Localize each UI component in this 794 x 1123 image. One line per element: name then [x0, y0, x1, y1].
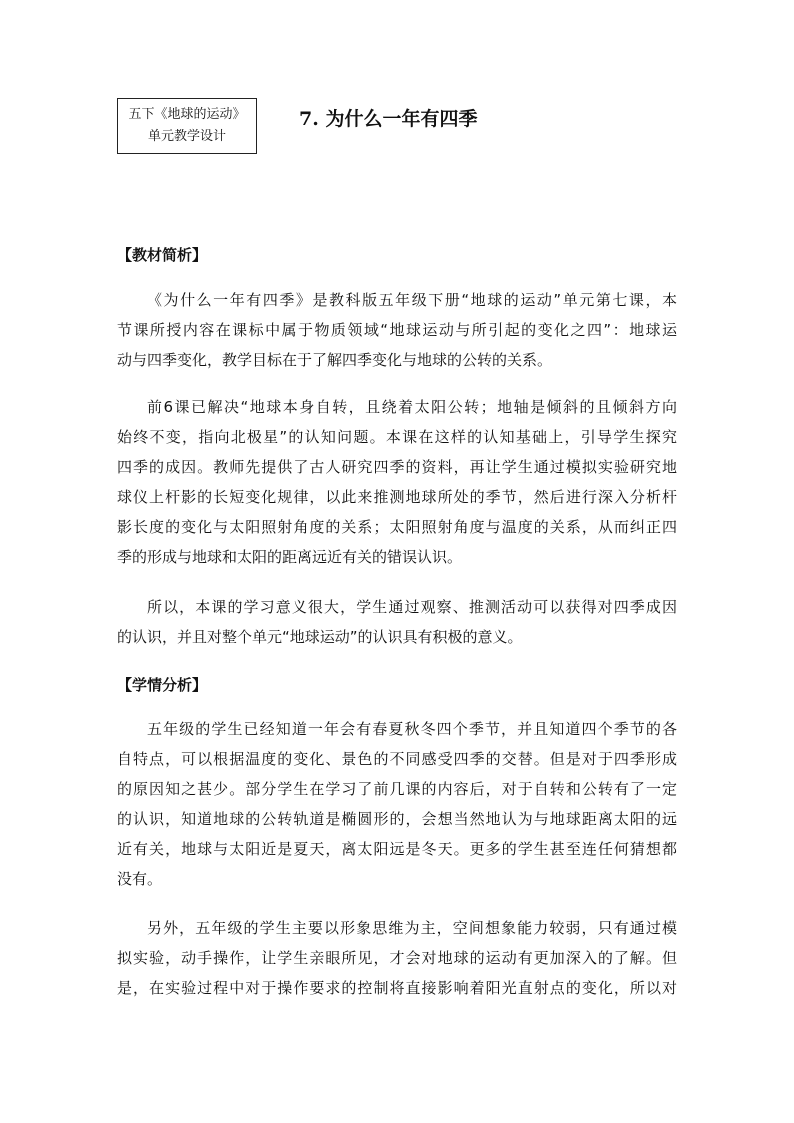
paragraph-line: 的原因知之甚少。部分学生在学习了前几课的内容后，对于自转和公转有了一定 [117, 780, 677, 798]
paragraph [117, 913, 677, 1003]
paragraph-line: 前6课已解决“地球本身自转，且绕着太阳公转；地轴是倾斜的且倾斜方向 [147, 398, 677, 416]
unit-label-line2: 单元教学设计 [147, 129, 226, 144]
paragraph-line: 始终不变，指向北极星”的认知问题。本课在这样的认知基础上，引导学生探究 [117, 428, 677, 446]
paragraph-line: 节课所授内容在课标中属于物质领域“地球运动与所引起的变化之四”：地球运 [117, 321, 677, 339]
paragraph-line: 近有关，地球与太阳近是夏天，离太阳远是冬天。更多的学生甚至连任何猜想都 [117, 840, 677, 858]
paragraph-line: 五年级的学生已经知道一年会有春夏秋冬四个季节，并且知道四个季节的各 [147, 720, 677, 738]
section-heading-textbook-analysis: 【教材简析】 [117, 246, 208, 264]
paragraph [117, 285, 677, 375]
paragraph-line: 球仪上杆影的长短变化规律，以此来推测地球所处的季节，然后进行深入分析杆 [117, 488, 677, 506]
paragraph-line: 《为什么一年有四季》是教科版五年级下册“地球的运动”单元第七课，本 [147, 291, 677, 309]
paragraph [117, 592, 677, 652]
paragraph-line: 没有。 [117, 870, 163, 888]
unit-label-box [117, 98, 257, 154]
paragraph-line: 另外，五年级的学生主要以形象思维为主，空间想象能力较弱，只有通过模 [147, 919, 677, 937]
paragraph-line: 的认识，并且对整个单元“地球运动”的认识具有积极的意义。 [117, 628, 523, 646]
unit-label-line1: 五下《地球的运动》 [128, 107, 246, 122]
paragraph-line: 的认识，知道地球的公转轨道是椭圆形的，会想当然地认为与地球距离太阳的远 [117, 810, 677, 828]
paragraph-line: 四季的成因。教师先提供了古人研究四季的资料，再让学生通过模拟实验研究地 [117, 458, 677, 476]
section-heading-learner-analysis: 【学情分析】 [117, 676, 208, 694]
paragraph [117, 392, 677, 572]
paragraph-line: 自特点，可以根据温度的变化、景色的不同感受四季的交替。但是对于四季形成 [117, 750, 677, 768]
lesson-title: 7. 为什么一年有四季 [299, 108, 478, 130]
paragraph-line: 所以，本课的学习意义很大，学生通过观察、推测活动可以获得对四季成因 [147, 598, 677, 616]
paragraph-line: 影长度的变化与太阳照射角度的关系；太阳照射角度与温度的关系，从而纠正四 [117, 518, 677, 536]
paragraph-line: 季的形成与地球和太阳的距离远近有关的错误认识。 [117, 548, 463, 566]
paragraph-line: 动与四季变化，教学目标在于了解四季变化与地球的公转的关系。 [117, 351, 553, 369]
paragraph-line: 是，在实验过程中对于操作要求的控制将直接影响着阳光直射点的变化，所以对 [117, 979, 677, 997]
paragraph-line: 拟实验，动手操作，让学生亲眼所见，才会对地球的运动有更加深入的了解。但 [117, 949, 677, 967]
paragraph [117, 714, 677, 894]
